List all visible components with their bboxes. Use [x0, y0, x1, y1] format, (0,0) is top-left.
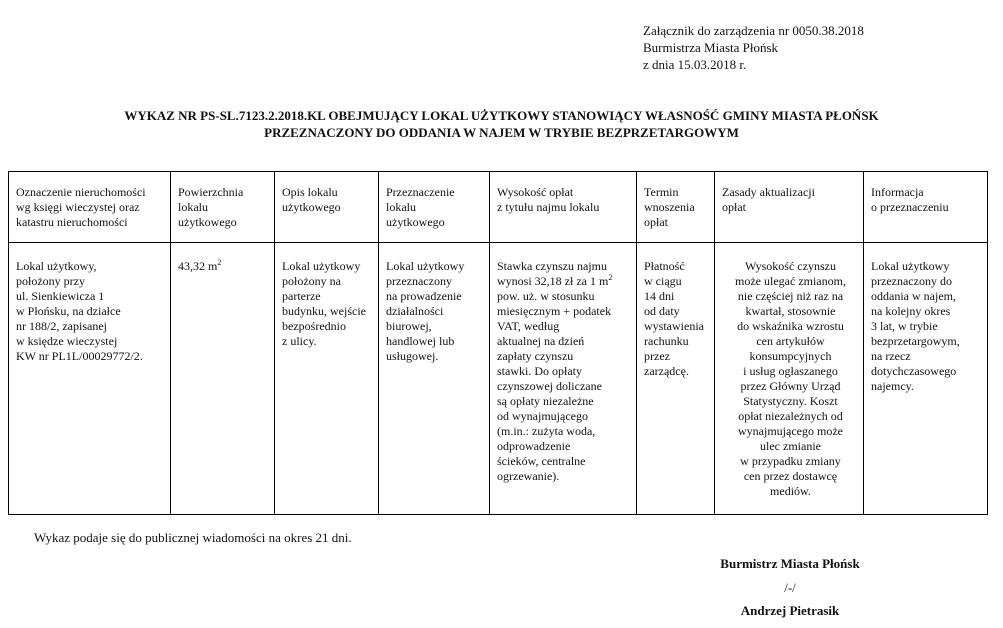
document-title: [40, 107, 963, 141]
header-update-rules: Zasady aktualizacji opłat: [715, 172, 864, 243]
publication-note: Wykaz podaje się do publicznej wiadomości na okres 21 dni.: [34, 530, 352, 545]
cell-area: [171, 243, 275, 515]
cell-update-rules: Wysokość czynszu może ulegać zmianom, nie częściej niż raz na kwartał, stosownie do wskaźnika wzrostu cen artykułów konsumpcyjnych i usług ogłaszanego przez Główny Urząd Statystyczny. Koszt opłat niezależnych od wynajmującego może ulec zmianie w przypadku zmiany cen przez dostawcę mediów.: [715, 243, 864, 515]
header-description: Opis lokalu użytkowego: [275, 172, 379, 243]
signature-name: Andrzej Pietrasik: [740, 603, 840, 618]
table-row: [9, 243, 988, 515]
header-purpose-info: Informacja o przeznaczeniu: [864, 172, 988, 243]
header-area: Powierzchnia lokalu użytkowego: [171, 172, 275, 243]
fee-text-start: Stawka czynszu najmu wynosi 32,18 zł za 1 m: [497, 259, 609, 288]
cell-description: Lokal użytkowy położony na parterze budynku, wejście bezpośrednio z ulicy.: [275, 243, 379, 515]
attachment-note-line-2: Burmistrza Miasta Płońsk: [643, 40, 779, 55]
area-value: 43,32 m: [178, 259, 218, 273]
attachment-note: [643, 22, 864, 73]
fee-unit-superscript: 2: [608, 273, 613, 282]
document-title-line-1: WYKAZ NR PS-SL.7123.2.2018.KL OBEJMUJĄCY LOKAL UŻYTKOWY STANOWIĄCY WŁASNOŚĆ GMINY MIASTA PŁOŃSK: [124, 108, 879, 123]
fee-text-rest: pow. uż. w stosunku miesięcznym + podatek VAT, według aktualnej na dzień zapłaty czynszu stawki. Do opłaty czynszowej doliczane są opłaty niezależne od wynajmującego (m.in.: zużyta woda, odprowadzenie ścieków, centralne ogrzewanie).: [497, 289, 612, 483]
header-fees: Wysokość opłat z tytułu najmu lokalu: [490, 172, 637, 243]
signature-title: Burmistrz Miasta Płońsk: [720, 556, 860, 571]
header-property-designation: Oznaczenie nieruchomości wg księgi wieczystej oraz katastru nieruchomości: [9, 172, 171, 243]
cell-payment-term: Płatność w ciągu 14 dni od daty wystawienia rachunku przez zarządcę.: [637, 243, 715, 515]
cell-purpose: Lokal użytkowy przeznaczony na prowadzenie działalności biurowej, handlowej lub usługowej.: [379, 243, 490, 515]
document-title-line-2: PRZEZNACZONY DO ODDANIA W NAJEM W TRYBIE BEZPRZETARGOWYM: [264, 125, 739, 140]
cell-fees: [490, 243, 637, 515]
attachment-note-line-1: Załącznik do zarządzenia nr 0050.38.2018: [643, 23, 864, 38]
area-unit-superscript: 2: [217, 258, 222, 267]
header-purpose: Przeznaczenie lokalu użytkowego: [379, 172, 490, 243]
property-listing-table: [8, 171, 988, 515]
cell-purpose-info: Lokal użytkowy przeznaczony do oddania w najem, na kolejny okres 3 lat, w trybie bezprzetargowym, na rzecz dotychczasowego najemcy.: [864, 243, 988, 515]
header-payment-term: Termin wnoszenia opłat: [637, 172, 715, 243]
signature-mark: /-/: [784, 580, 796, 595]
attachment-note-line-3: z dnia 15.03.2018 r.: [643, 57, 747, 72]
cell-property-designation: Lokal użytkowy, położony przy ul. Sienkiewicza 1 w Płońsku, na działce nr 188/2, zapisanej w księdze wieczystej KW nr PL1L/00029772/2.: [9, 243, 171, 515]
table-header-row: [9, 172, 988, 243]
